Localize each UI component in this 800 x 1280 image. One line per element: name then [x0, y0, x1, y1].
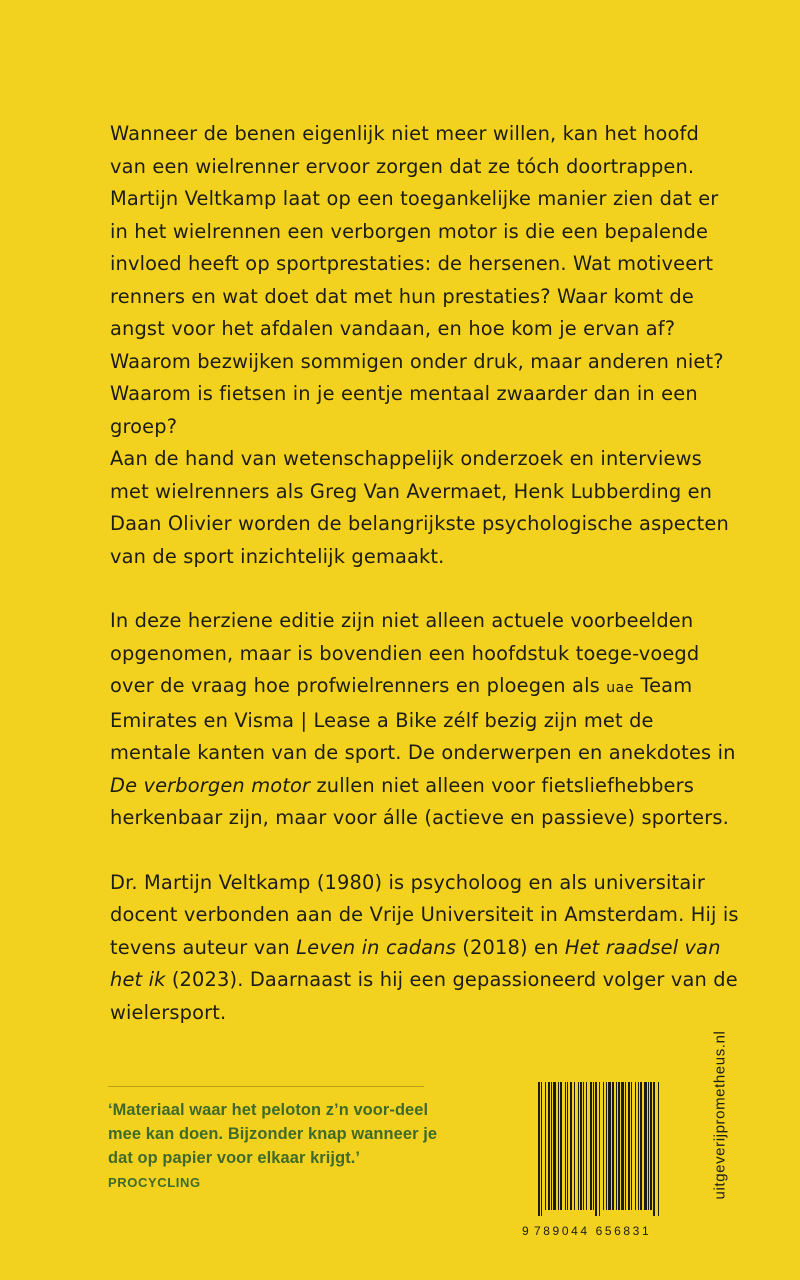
bio-text: (2018) en [462, 935, 559, 959]
blurb-paragraph [110, 118, 740, 443]
book-title: Leven in cadans [296, 935, 456, 959]
bio-text: (2023). Daarnaast is hij een gepassioneerd volger van de wielersport. [110, 968, 738, 1024]
book-title: Het raadsel van het ik [110, 935, 721, 991]
barcode-bar [580, 1082, 582, 1210]
barcode-bar [621, 1082, 624, 1210]
uae-small-caps: uae [606, 680, 635, 696]
barcode-bar [586, 1082, 587, 1210]
barcode-bar [551, 1082, 552, 1210]
barcode-lead-digit: 9 [522, 1224, 529, 1238]
barcode-bar [545, 1082, 546, 1210]
barcode-bar [538, 1082, 540, 1216]
barcode-bar [574, 1082, 575, 1210]
barcode-bar [570, 1082, 572, 1210]
barcode-bar [560, 1082, 562, 1210]
barcode-bar [608, 1082, 611, 1210]
barcode-bar [644, 1082, 647, 1210]
barcode-bar [618, 1082, 620, 1210]
barcode-bar [583, 1082, 584, 1210]
barcode-bar [565, 1082, 566, 1210]
barcode-bar [590, 1082, 592, 1210]
barcode-bar [606, 1082, 607, 1210]
publisher-website [707, 1015, 733, 1215]
barcode-bar [548, 1082, 550, 1210]
barcode-bar [541, 1082, 542, 1216]
press-quote [108, 1098, 438, 1195]
barcode-bar [625, 1082, 626, 1210]
author-bio [110, 867, 740, 1030]
barcode-bar [567, 1082, 568, 1210]
barcode-bar [628, 1082, 630, 1210]
barcode-bar [638, 1082, 639, 1210]
blurb-text: Wanneer de benen eigenlijk niet meer willen, kan het hoofd van een wielrenner ervoor zorgen dat ze tóch doortrappen. Martijn Veltkamp laat op een toegankelijke manier zien dat er in het wielrennen een verborgen motor is die een bepalende invloed heeft op sportprestaties: de hersenen. Wat motiveert renners en wat doet dat met hun prestaties? Waar komt de angst voor het afdalen vandaan, en hoe kom je ervan af? Waarom bezwijken sommigen onder druk, maar anderen niet? Waarom is fietsen in je eentje mentaal zwaarder dan in een groep? [110, 122, 724, 438]
barcode-bar [599, 1082, 600, 1216]
barcode-bar [653, 1082, 655, 1216]
barcode-bar [553, 1082, 556, 1210]
barcode-bar [658, 1082, 659, 1216]
barcode-bar [640, 1082, 642, 1210]
barcode-bar [593, 1082, 594, 1210]
barcode-digits: 789044 656831 [534, 1224, 652, 1238]
barcode-bar [558, 1082, 559, 1210]
barcode-bar [635, 1082, 636, 1210]
quote-text: ‘Materiaal waar het peloton z’n voor-deel mee kan doen. Bijzonder knap wanneer je dat op papier voor elkaar krijgt.’ [108, 1101, 438, 1167]
website-text: uitgeverijprometheus.nl [711, 1030, 729, 1200]
barcode-bars [534, 1082, 718, 1216]
barcode-bar [612, 1082, 614, 1210]
edition-paragraph [110, 605, 740, 835]
barcode-bar [650, 1082, 652, 1210]
quote-divider [108, 1086, 424, 1087]
quote-source: PROCYCLING [108, 1175, 201, 1190]
barcode-bar [648, 1082, 649, 1210]
edition-text: Team Emirates en Visma | Lease a Bike zélf bezig zijn met de mentale kanten van de sport. De onderwerpen en anekdotes in [110, 674, 736, 764]
edition-text: zullen niet alleen voor fietsliefhebbers herkenbaar zijn, maar voor álle (actieve en passieve) sporters. [110, 773, 729, 829]
barcode-bar [603, 1082, 604, 1210]
barcode-bar [578, 1082, 579, 1210]
barcode-bar [631, 1082, 632, 1210]
barcode-bar [616, 1082, 617, 1210]
barcode-bar [595, 1082, 597, 1216]
blurb-paragraph [110, 443, 740, 573]
blurb-text: Aan de hand van wetenschappelijk onderzoek en interviews met wielrenners als Greg Van Avermaet, Henk Lubberding en Daan Olivier worden de belangrijkste psychologische aspecten van de sport inzichtelijk gemaakt. [110, 447, 729, 568]
bio-text: Dr. Martijn Veltkamp (1980) is psycholoog en als universitair docent verbonden aan de Vrije Universiteit in Amsterdam. Hij is tevens auteur van [110, 870, 739, 959]
book-title: De verborgen motor [110, 773, 311, 797]
edition-text: In deze herziene editie zijn niet alleen actuele voorbeelden opgenomen, maar is bovendien een hoofdstuk toege-voegd over de vraag hoe profwielrenners en ploegen als [110, 609, 700, 697]
back-cover-blurb [110, 118, 740, 1029]
isbn-barcode [522, 1082, 718, 1238]
